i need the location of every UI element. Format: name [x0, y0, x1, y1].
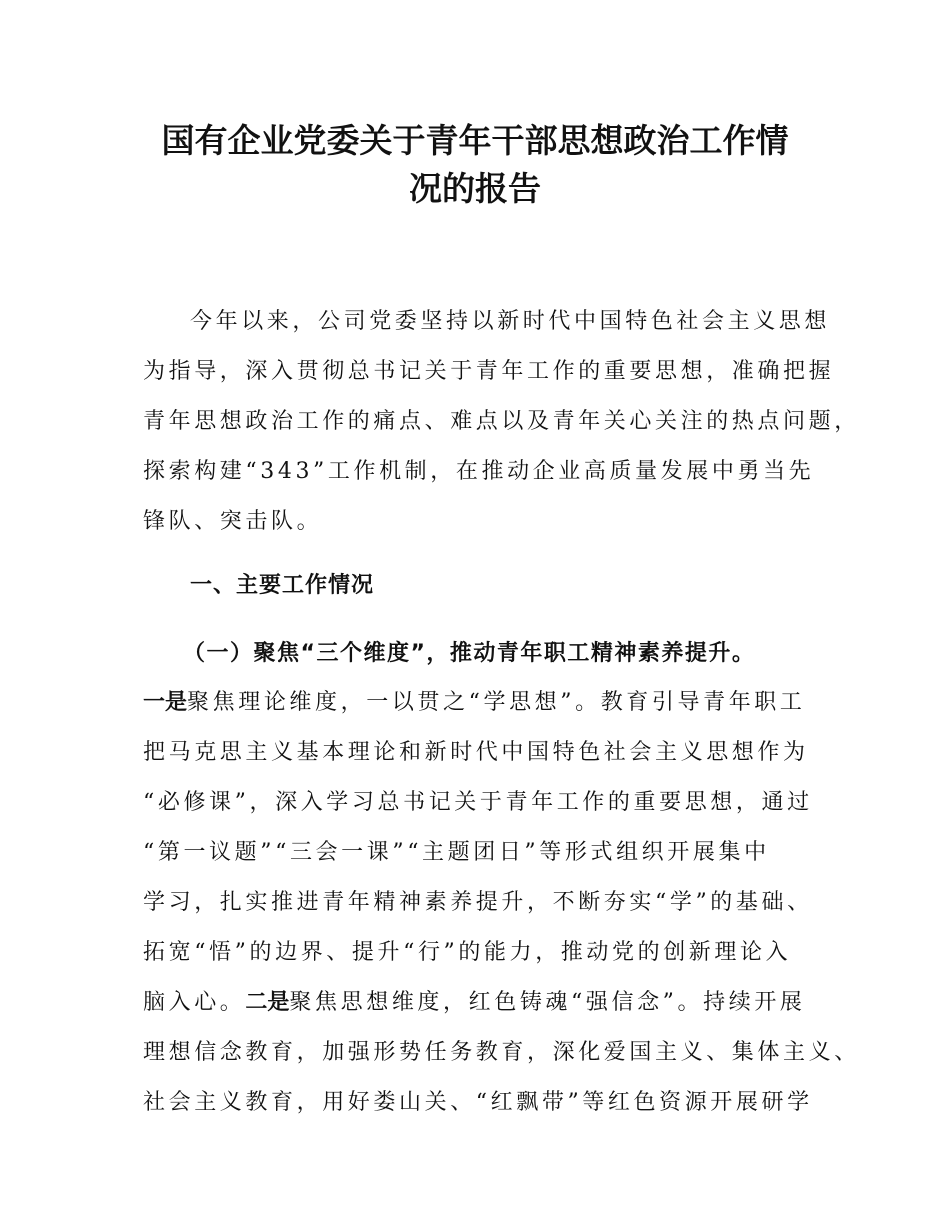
intro-paragraph-line: 青年思想政治工作的痛点、难点以及青年关心关注的热点问题，: [143, 409, 860, 434]
intro-paragraph-line: 今年以来，公司党委坚持以新时代中国特色社会主义思想: [190, 309, 831, 334]
document-title-line-1: 国有企业党委关于青年干部思想政治工作情: [161, 121, 789, 160]
point-marker: 二是: [245, 990, 290, 1015]
body-text: 聚焦思想维度，红色铸魂“强信念”。持续开展: [289, 990, 806, 1015]
body-line: 理想信念教育，加强形势任务教育，深化爱国主义、集体主义、: [143, 1040, 860, 1065]
body-line: 把马克思主义基本理论和新时代中国特色社会主义思想作为: [143, 740, 809, 765]
intro-paragraph-line: 为指导，深入贯彻总书记关于青年工作的重要思想，准确把握: [143, 359, 835, 384]
body-text: 聚焦理论维度，一以贯之“学思想”。教育引导青年职工: [187, 690, 806, 715]
subsection-heading: （一）聚焦“三个维度”，推动青年职工精神素养提升。: [183, 641, 756, 666]
body-line: 学习，扎实推进青年精神素养提升，不断夯实“学”的基础、: [143, 890, 813, 915]
body-line: “必修课”，深入学习总书记关于青年工作的重要思想，通过: [143, 790, 813, 815]
body-line: “第一议题”“三会一课”“主题团日”等形式组织开展集中: [143, 840, 770, 865]
point-marker: 一是: [143, 690, 188, 715]
intro-paragraph-line: 锋队、突击队。: [143, 509, 323, 534]
body-line: [143, 988, 806, 1018]
document-title-line-2: 况的报告: [409, 169, 541, 208]
body-text: 脑入心。: [143, 990, 246, 1015]
body-line: [143, 688, 806, 718]
intro-paragraph-line: 探索构建“343”工作机制，在推动企业高质量发展中勇当先: [143, 459, 815, 484]
body-line: 拓宽“悟”的边界、提升“行”的能力，推动党的创新理论入: [143, 940, 792, 965]
section-heading: 一、主要工作情况: [190, 573, 375, 598]
body-line: 社会主义教育，用好娄山关、“红飘带”等红色资源开展研学: [143, 1090, 813, 1115]
